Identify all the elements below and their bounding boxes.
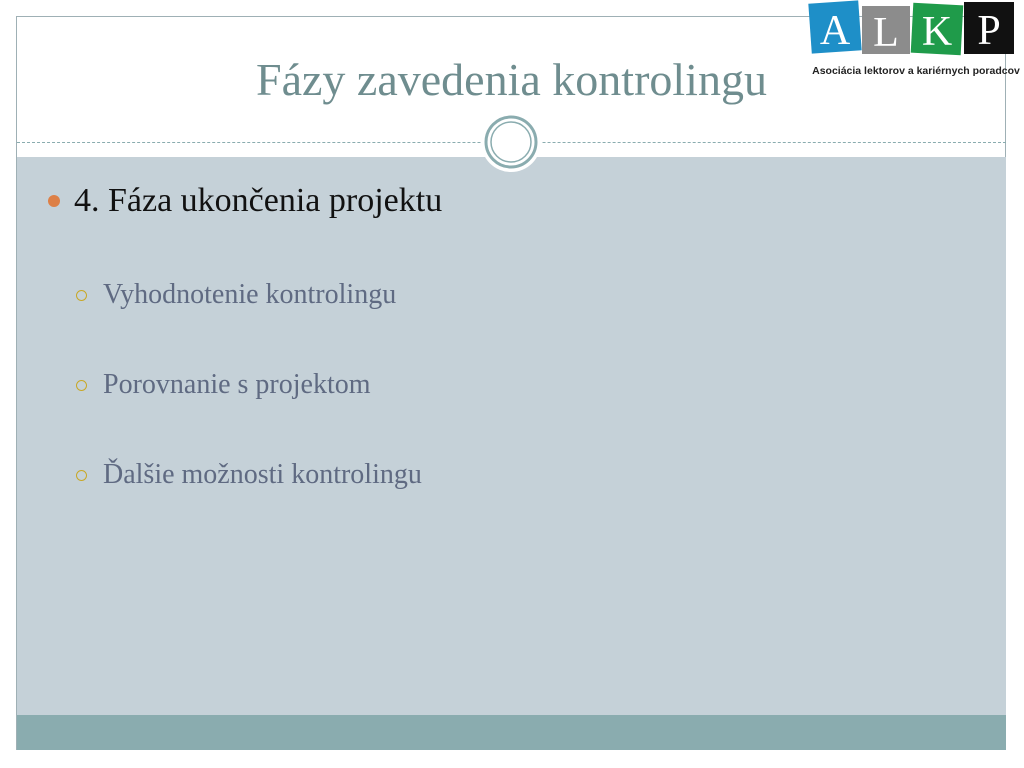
alkp-logo bbox=[806, 0, 1024, 82]
sub-bullet-text: Vyhodnotenie kontrolingu bbox=[103, 279, 397, 310]
ring-bullet-icon bbox=[76, 380, 87, 391]
sub-bullet-text: Porovnanie s projektom bbox=[103, 369, 371, 400]
logo-tagline: Asociácia lektorov a kariérnych poradcov bbox=[812, 65, 1020, 77]
sub-bullet-item bbox=[76, 457, 422, 493]
sub-bullet-text: Ďalšie možnosti kontrolingu bbox=[103, 459, 422, 490]
logo-letter-a: A bbox=[819, 8, 851, 54]
ring-bullet-icon bbox=[76, 470, 87, 481]
content-area bbox=[17, 157, 1006, 715]
main-bullet-text: 4. Fáza ukončenia projektu bbox=[74, 182, 443, 219]
sub-bullet-item bbox=[76, 367, 371, 403]
main-bullet-item bbox=[48, 178, 442, 224]
double-ring-icon bbox=[479, 110, 543, 174]
filled-circle-bullet-icon bbox=[48, 195, 60, 207]
logo-letter-k: K bbox=[921, 9, 953, 55]
bottom-band bbox=[17, 715, 1006, 750]
ring-bullet-icon bbox=[76, 290, 87, 301]
sub-bullet-item bbox=[76, 277, 396, 313]
slide-title: Fázy zavedenia kontrolingu bbox=[256, 54, 767, 105]
logo-letter-l: L bbox=[873, 10, 899, 56]
logo-letter-p: P bbox=[977, 8, 1001, 54]
